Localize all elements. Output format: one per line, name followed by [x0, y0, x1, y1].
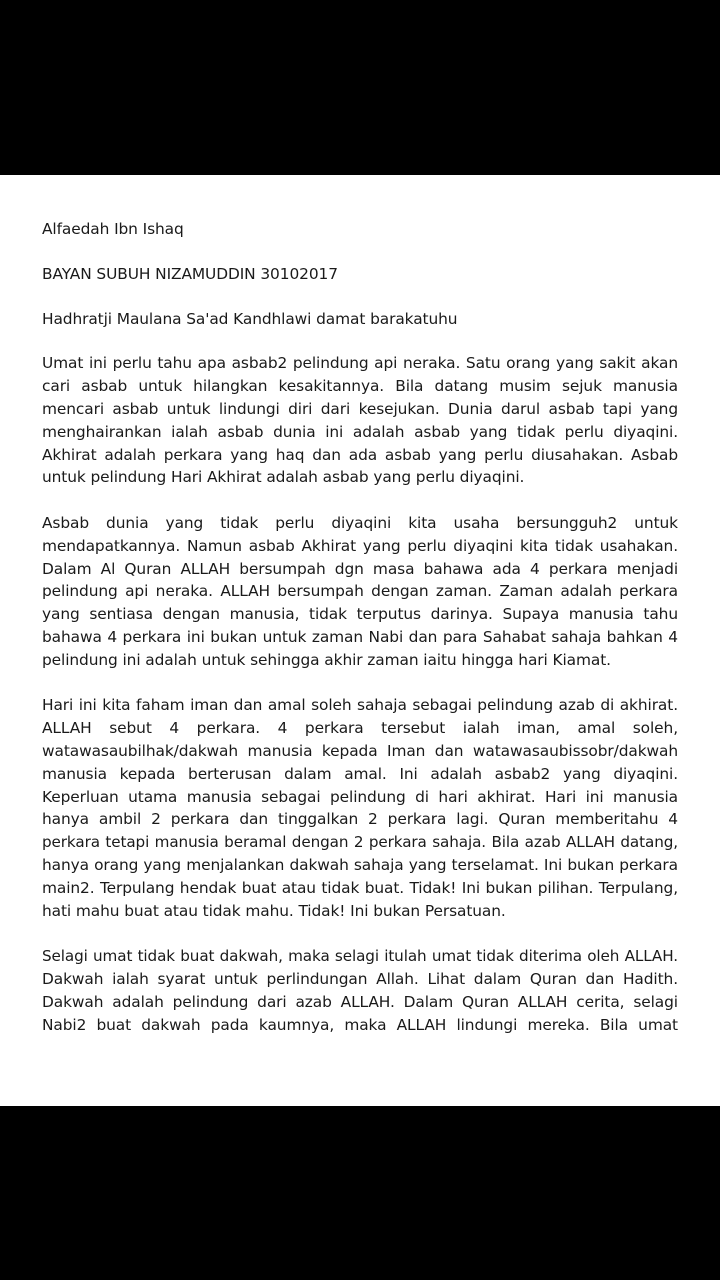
top-black-bar: [0, 0, 720, 175]
document-body: [42, 218, 678, 1059]
paragraph-line: pelindung api neraka. ALLAH bersumpah dengan zaman. Zaman adalah perkara: [42, 582, 678, 601]
paragraph-line: Akhirat adalah perkara yang haq dan ada asbab yang perlu diusahakan. Asbab: [42, 445, 678, 464]
document-page[interactable]: [0, 175, 720, 1106]
paragraph-line: Dakwah adalah pelindung dari azab ALLAH. Dalam Quran ALLAH cerita, selagi: [42, 992, 678, 1011]
paragraph-line: Nabi2 buat dakwah pada kaumnya, maka ALLAH lindungi mereka. Bila umat: [42, 1015, 678, 1034]
paragraph-3: [42, 694, 678, 922]
paragraph-line: Selagi umat tidak buat dakwah, maka selagi itulah umat tidak diterima oleh ALLAH.: [42, 947, 678, 966]
paragraph-line: manusia kepada berterusan dalam amal. Ini adalah asbab2 yang diyaqini.: [42, 764, 678, 783]
paragraph-line: Asbab dunia yang tidak perlu diyaqini kita usaha bersungguh2 untuk: [42, 513, 678, 532]
paragraph-line: mencari asbab untuk lindungi diri dari kesejukan. Dunia darul asbab tapi yang: [42, 399, 678, 418]
paragraph-line: ALLAH sebut 4 perkara. 4 perkara tersebut ialah iman, amal soleh,: [42, 719, 678, 738]
paragraph-1: [42, 352, 678, 489]
paragraph-line: bahawa 4 perkara ini bukan untuk zaman Nabi dan para Sahabat sahaja bahkan 4: [42, 627, 678, 646]
paragraph-line: untuk pelindung Hari Akhirat adalah asbab yang perlu diyaqini.: [42, 468, 525, 487]
paragraph-line: Dakwah ialah syarat untuk perlindungan Allah. Lihat dalam Quran dan Hadith.: [42, 969, 678, 988]
author-line: Alfaedah Ibn Ishaq: [42, 220, 184, 238]
paragraph-line: menghairankan ialah asbab dunia ini adalah asbab yang tidak perlu diyaqini.: [42, 422, 678, 441]
paragraph-line: main2. Terpulang hendak buat atau tidak buat. Tidak! Ini bukan pilihan. Terpulang,: [42, 878, 678, 897]
paragraph-line: Dalam Al Quran ALLAH bersumpah dgn masa bahawa ada 4 perkara menjadi: [42, 559, 678, 578]
paragraph-line: Umat ini perlu tahu apa asbab2 pelindung api neraka. Satu orang yang sakit akan: [42, 354, 678, 373]
paragraph-line: mendapatkannya. Namun asbab Akhirat yang perlu diyaqini kita tidak usahakan.: [42, 536, 678, 555]
paragraph-line: watawasaubilhak/dakwah manusia kepada Iman dan watawasaubissobr/dakwah: [42, 741, 678, 760]
paragraph-line: cari asbab untuk hilangkan kesakitannya. Bila datang musim sejuk manusia: [42, 377, 678, 396]
paragraph-line: yang sentiasa dengan manusia, tidak terputus darinya. Supaya manusia tahu: [42, 605, 678, 624]
paragraph-line: Keperluan utama manusia sebagai pelindung di hari akhirat. Hari ini manusia: [42, 787, 678, 806]
paragraph-line: hanya ambil 2 perkara dan tinggalkan 2 perkara lagi. Quran memberitahu 4: [42, 810, 678, 829]
paragraph-line: Hari ini kita faham iman dan amal soleh sahaja sebagai pelindung azab di akhirat.: [42, 696, 678, 715]
speaker-line: Hadhratji Maulana Sa'ad Kandhlawi damat barakatuhu: [42, 309, 458, 328]
paragraph-line: pelindung ini adalah untuk sehingga akhir zaman iaitu hingga hari Kiamat.: [42, 650, 611, 669]
paragraph-4: [42, 945, 678, 1036]
document-title: BAYAN SUBUH NIZAMUDDIN 30102017: [42, 264, 338, 283]
paragraph-line: perkara tetapi manusia beramal dengan 2 perkara sahaja. Bila azab ALLAH datang,: [42, 833, 678, 852]
paragraph-2: [42, 512, 678, 672]
paragraph-line: hati mahu buat atau tidak mahu. Tidak! Ini bukan Persatuan.: [42, 901, 506, 920]
bottom-black-bar: [0, 1106, 720, 1280]
paragraph-line: hanya orang yang menjalankan dakwah sahaja yang terselamat. Ini bukan perkara: [42, 855, 678, 874]
